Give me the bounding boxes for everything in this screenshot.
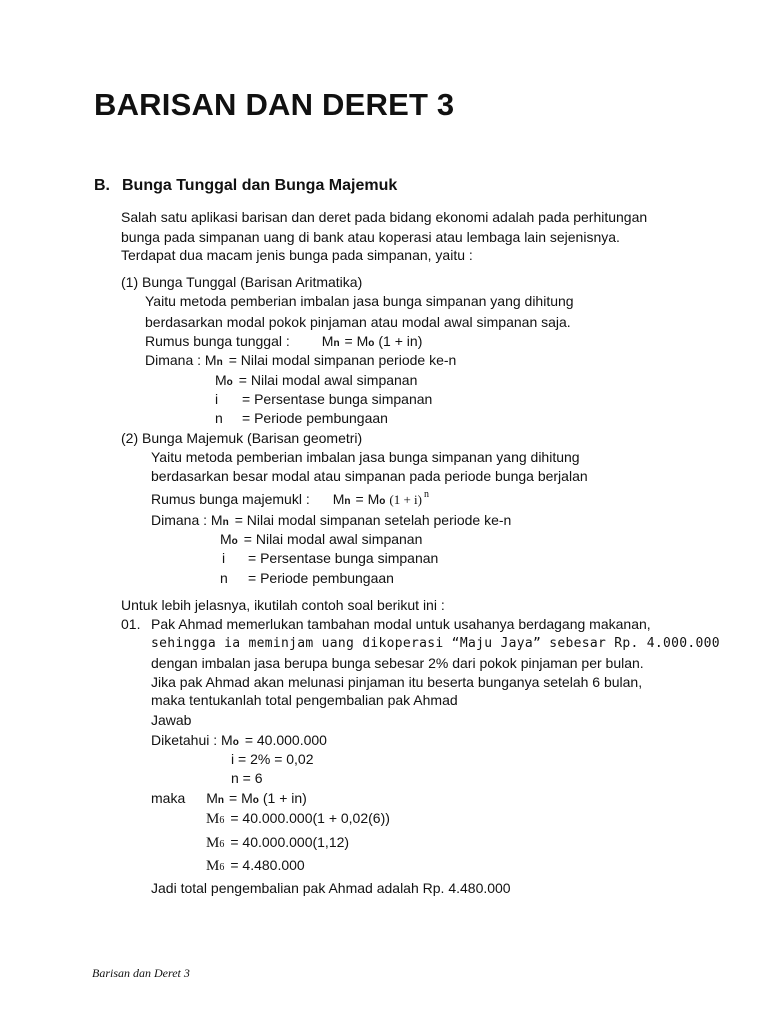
step-1-sub: 6: [219, 815, 225, 826]
soal-line-1: Pak Ahmad memerlukan tambahan modal untuk usahanya berdagang makanan,: [151, 616, 651, 632]
step-2-m: M: [206, 835, 220, 851]
majemuk-formula-eq: = M: [355, 491, 380, 507]
maka-formula: [151, 790, 307, 809]
step-3-m: M: [206, 858, 220, 874]
maka-rhs: (1 + in): [262, 790, 307, 806]
tunggal-formula-label: Rumus bunga tunggal :: [145, 333, 290, 349]
maka-mo-sub: o: [252, 795, 259, 806]
step-1-text: = 40.000.000(1 + 0,02(6)): [230, 810, 390, 826]
majemuk-def-i-sym: i: [222, 550, 226, 566]
diketahui-i: i = 2% = 0,02: [231, 751, 314, 767]
conclusion: Jadi total pengembalian pak Ahmad adalah Rp. 4.480.000: [151, 880, 511, 896]
majemuk-def-mo: [220, 531, 422, 550]
majemuk-desc-1: Yaitu metoda pemberian imbalan jasa bunga simpanan yang dihitung: [151, 449, 580, 465]
soal-line-3: dengan imbalan jasa berupa bunga sebesar 2% dari pokok pinjaman per bulan.: [151, 655, 644, 671]
maka-eq: = M: [229, 790, 253, 806]
majemuk-dimana: Dimana : M: [151, 512, 223, 528]
tunggal-heading: (1) Bunga Tunggal (Barisan Aritmatika): [121, 274, 363, 290]
tunggal-def-n-text: = Periode pembungaan: [242, 410, 388, 426]
step-2: [206, 834, 349, 853]
diketahui-mo-sub: o: [232, 737, 239, 748]
intro-line-1: Salah satu aplikasi barisan dan deret pada bidang ekonomi adalah pada perhitungan: [121, 209, 648, 225]
diketahui-label: Diketahui : M: [151, 732, 233, 748]
page-title: BARISAN DAN DERET 3: [94, 87, 455, 122]
step-3: [206, 857, 305, 876]
tunggal-formula-eq: = M: [344, 333, 369, 349]
majemuk-formula-label: Rumus bunga majemukl :: [151, 491, 310, 507]
majemuk-formula-mn: M: [332, 491, 345, 507]
diketahui-mo: [151, 732, 327, 751]
tunggal-formula-mn: M: [321, 333, 334, 349]
tunggal-def-mn: [145, 352, 456, 371]
tunggal-formula-sub-o: o: [368, 338, 375, 349]
tunggal-def-mo: [215, 372, 417, 391]
tunggal-def-mn-sub: n: [216, 357, 223, 368]
intro-line-3: Terdapat dua macam jenis bunga pada simpanan, yaitu :: [121, 247, 473, 263]
intro-line-2: bunga pada simpanan uang di bank atau koperasi atau lembaga lain sejenisnya.: [121, 229, 620, 245]
majemuk-def-mn-text: = Nilai modal simpanan setelah periode ke-n: [234, 512, 512, 528]
majemuk-def-mo-sub: o: [231, 536, 238, 547]
majemuk-def-mo-sym: M: [220, 531, 232, 547]
majemuk-def-mo-text: = Nilai modal awal simpanan: [243, 531, 423, 547]
majemuk-def-i-text: = Persentase bunga simpanan: [248, 550, 439, 566]
tunggal-desc-1: Yaitu metoda pemberian imbalan jasa bunga simpanan yang dihitung: [145, 293, 574, 309]
majemuk-def-n-sym: n: [220, 570, 228, 586]
tunggal-formula-sub-n: n: [333, 338, 340, 349]
soal-number: 01.: [121, 616, 141, 632]
soal-line-2: sehingga ia meminjam uang dikoperasi “Maju Jaya” sebesar Rp. 4.000.000: [151, 636, 720, 651]
majemuk-formula-rhs: (1 + i): [389, 492, 422, 507]
maka-mn-sub: n: [217, 795, 225, 806]
tunggal-def-mn-text: = Nilai modal simpanan periode ke-n: [228, 352, 457, 368]
majemuk-desc-2: berdasarkan besar modal atau simpanan pada periode bunga berjalan: [151, 468, 588, 484]
tunggal-def-n-sym: n: [215, 410, 223, 426]
tunggal-formula-rhs: (1 + in): [378, 333, 423, 349]
majemuk-def-mn: [151, 512, 511, 531]
soal-line-5: maka tentukanlah total pengembalian pak Ahmad: [151, 692, 458, 708]
majemuk-def-n-text: = Periode pembungaan: [248, 570, 394, 586]
section-title: Bunga Tunggal dan Bunga Majemuk: [122, 177, 398, 194]
tunggal-def-mo-sub: o: [226, 377, 233, 388]
tunggal-formula: [145, 333, 422, 352]
diketahui-n: n = 6: [231, 770, 263, 786]
majemuk-def-mn-sub: n: [222, 517, 229, 528]
page-footer: Barisan dan Deret 3: [92, 966, 190, 980]
step-2-text: = 40.000.000(1,12): [230, 834, 350, 850]
tunggal-dimana: Dimana : M: [145, 352, 217, 368]
soal-line-4: Jika pak Ahmad akan melunasi pinjaman itu beserta bunganya setelah 6 bulan,: [151, 674, 643, 690]
majemuk-formula: [151, 491, 429, 510]
majemuk-heading: (2) Bunga Majemuk (Barisan geometri): [121, 430, 363, 446]
tunggal-def-mo-sym: M: [215, 372, 227, 388]
majemuk-formula-sub-o: o: [379, 496, 386, 507]
majemuk-formula-exp: n: [423, 489, 429, 500]
step-2-sub: 6: [219, 839, 225, 850]
step-3-text: = 4.480.000: [230, 857, 305, 873]
contoh-intro: Untuk lebih jelasnya, ikutilah contoh soal berikut ini :: [121, 597, 445, 613]
soal-jawab: Jawab: [151, 712, 192, 728]
diketahui-mo-val: = 40.000.000: [244, 732, 327, 748]
step-3-sub: 6: [219, 862, 225, 873]
step-1: [206, 810, 390, 829]
maka-label: maka: [151, 790, 186, 806]
majemuk-formula-sub-n: n: [344, 496, 351, 507]
tunggal-def-i-sym: i: [215, 391, 219, 407]
section-label: B.: [94, 177, 110, 194]
tunggal-def-i-text: = Persentase bunga simpanan: [242, 391, 433, 407]
maka-mn: M: [206, 790, 218, 806]
tunggal-def-mo-text: = Nilai modal awal simpanan: [238, 372, 418, 388]
step-1-m: M: [206, 811, 220, 827]
tunggal-desc-2: berdasarkan modal pokok pinjaman atau modal awal simpanan saja.: [145, 314, 571, 330]
